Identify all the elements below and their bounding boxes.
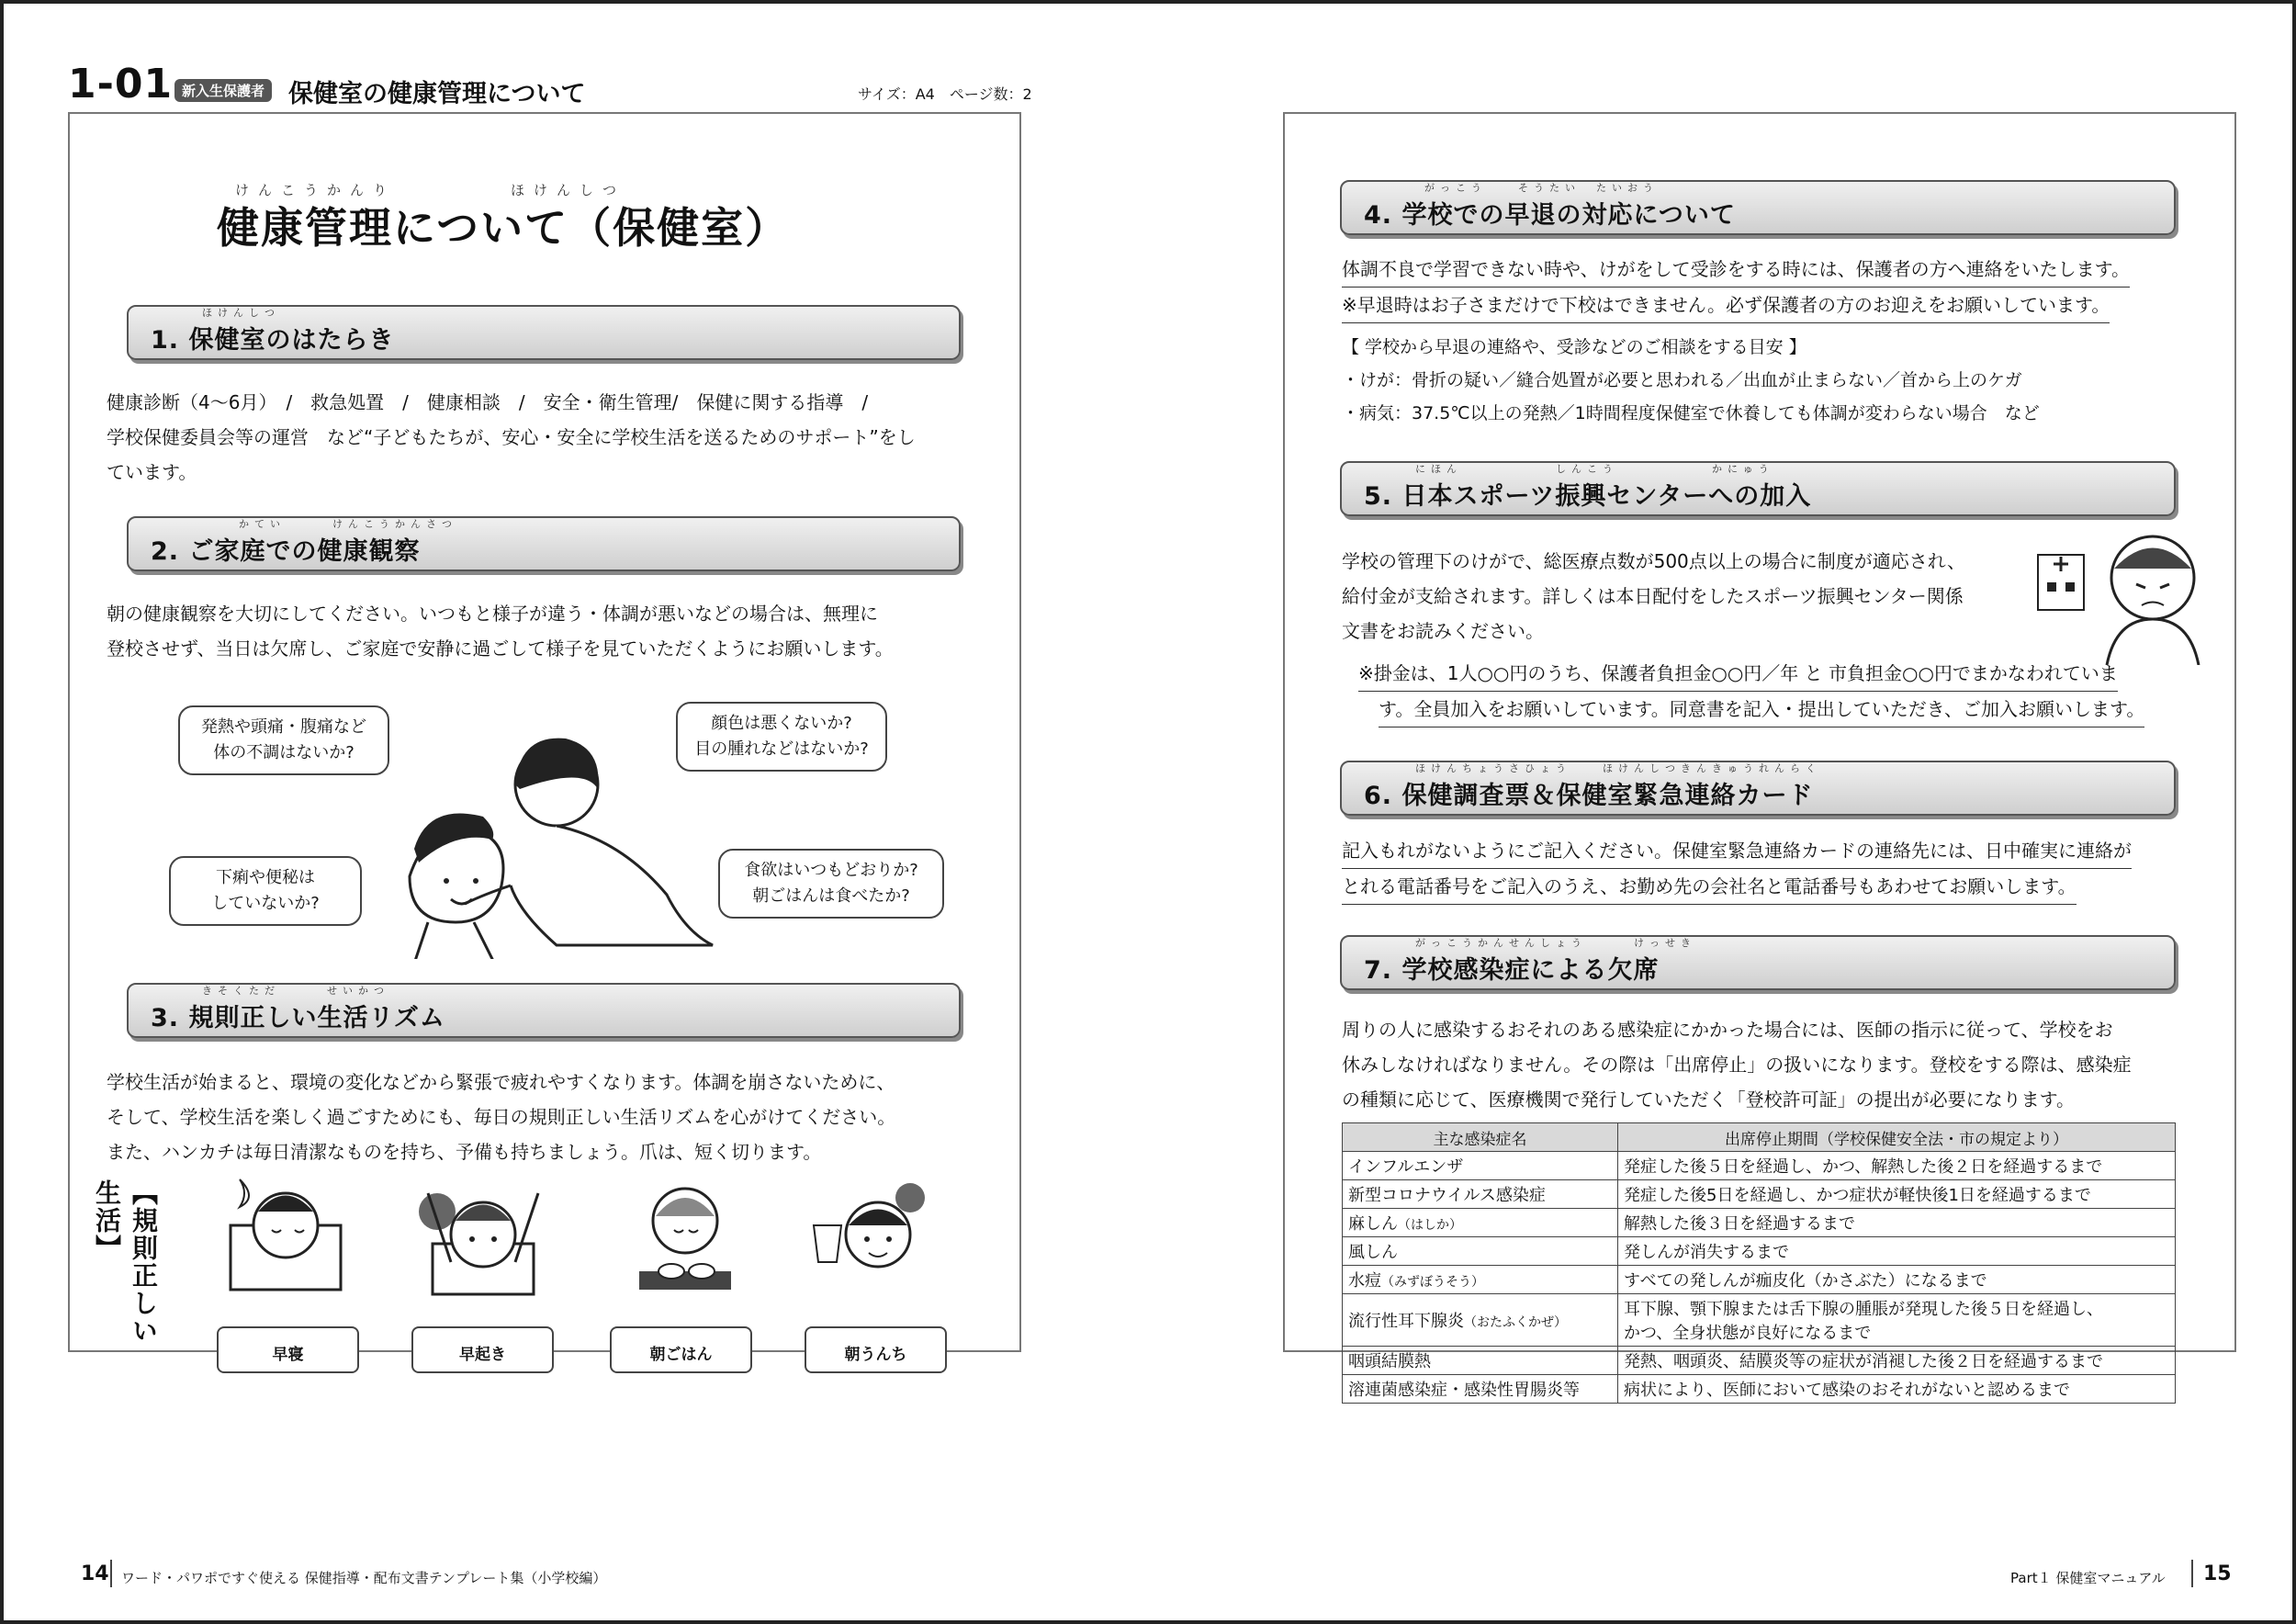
disease-alias: （はしか） — [1398, 1218, 1462, 1233]
waking-child-icon — [414, 1170, 543, 1299]
period-cell: 発症した後５日を経過し、かつ、解熱した後２日を経過するまで — [1618, 1152, 2176, 1180]
disease-cell — [1343, 1347, 1618, 1375]
text-line: 登校させず、当日は欠席し、ご家庭で安静に過ごして様子を見ていただくようにお願いします。 — [107, 637, 894, 660]
guide-title: 【 学校から早退の連絡や、受診などのご相談をする目安 】 — [1342, 337, 1806, 357]
section-5-heading: 5. 日本スポーツ振興センターへの加入 — [1364, 482, 1812, 511]
text-line: の種類に応じて、医療機関で発行していただく「登校許可証」の提出が必要になります。 — [1342, 1088, 2075, 1111]
section-2-text — [107, 596, 988, 666]
bubble-text: 発熱や頭痛・腹痛など 体の不調はないか? — [201, 717, 366, 762]
text-line: 休みしなければなりません。その際は「出席停止」の扱いになります。登校をする際は、感染症 — [1342, 1054, 2132, 1076]
disease-name: インフルエンザ — [1348, 1157, 1464, 1177]
section-6-heading: 6. 保健調査票＆保健室緊急連絡カード — [1364, 782, 1814, 810]
text-line: ています。 — [107, 461, 197, 483]
period-cell: 発熱、咽頭炎、結膜炎等の症状が消褪した後２日を経過するまで — [1618, 1347, 2176, 1375]
disease-alias: （おたふくかぜ） — [1464, 1315, 1567, 1330]
period-cell: 解熱した後３日を経過するまで — [1618, 1209, 2176, 1237]
section-4-ruby: がっこう そうたい たいおう — [1424, 182, 1659, 194]
disease-cell — [1343, 1180, 1618, 1209]
speech-bubble — [718, 849, 944, 919]
period-cell: 発しんが消失するまで — [1618, 1237, 2176, 1266]
section-4-guide — [1342, 331, 2223, 430]
disease-cell — [1343, 1375, 1618, 1404]
section-1-header — [127, 305, 961, 360]
table-row — [1343, 1180, 2176, 1209]
disease-name: 咽頭結膜熱 — [1348, 1352, 1431, 1371]
disease-alias: （みずぼうそう） — [1381, 1275, 1484, 1290]
text-line: ※早退時はお子さまだけで下校はできません。必ず保護者の方のお迎えをお願いしています。 — [1342, 288, 2110, 323]
section-2-ruby: かてい けんこうかんさつ — [239, 518, 457, 530]
routine-item: 朝ごはん — [610, 1326, 752, 1373]
table-row — [1343, 1294, 2176, 1347]
text-line: 周りの人に感染するおそれのある感染症にかかった場合には、医師の指示に従って、学校をお — [1342, 1019, 2113, 1041]
breakfast-child-icon — [621, 1170, 749, 1299]
section-2-header — [127, 516, 961, 571]
disease-name: 溶連菌感染症・感染性胃腸炎等 — [1348, 1381, 1580, 1400]
routine-vertical-label: 【規則正しい生活】 — [92, 1179, 159, 1345]
right-page — [1283, 112, 2236, 1400]
period-cell: 病状により、医師において感染のおそれがないと認めるまで — [1618, 1375, 2176, 1404]
template-title: 保健室の健康管理について — [288, 80, 586, 108]
text-line: 給付金が支給されます。詳しくは本日配付をしたスポーツ振興センター関係 — [1342, 585, 1964, 607]
guide-item: ・けが：骨折の疑い／縫合処置が必要と思われる／出血が止まらない／首から上のケガ — [1342, 370, 2022, 390]
text-line: また、ハンカチは毎日清潔なものを持ち、予備も持ちましょう。爪は、短く切ります。 — [107, 1141, 822, 1163]
footer-divider — [110, 1560, 112, 1587]
table-header: 出席停止期間（学校保健安全法・市の規定より） — [1618, 1123, 2176, 1152]
guide-item: ・病気：37.5℃以上の発熱／1時間程度保健室で休養しても体調が変わらない場合 など — [1342, 403, 2040, 423]
disease-cell — [1343, 1152, 1618, 1180]
section-6-ruby: ほけんちょうさひょう ほけんしつきんきゅうれんらく — [1415, 762, 1821, 774]
text-line: 健康診断（4～6月） / 救急処置 / 健康相談 / 安全・衛生管理/ 保健に関する指導 / — [107, 391, 869, 413]
section-3-ruby: きそくただ せいかつ — [202, 985, 389, 997]
section-3-text — [107, 1065, 1002, 1169]
routine-item: 早寝 — [217, 1326, 359, 1373]
left-page — [68, 112, 1021, 1364]
disease-cell — [1343, 1294, 1618, 1347]
section-5-text — [1342, 544, 2040, 648]
section-4-heading: 4. 学校での早退の対応について — [1364, 201, 1736, 230]
section-6-header — [1340, 761, 2176, 816]
table-row — [1343, 1347, 2176, 1375]
text-line: 体調不良で学習できない時や、けがをして受診をする時には、保護者の方へ連絡をいたします。 — [1342, 252, 2130, 288]
disease-name: 新型コロナウイルス感染症 — [1348, 1186, 1546, 1205]
infection-table — [1342, 1122, 2176, 1404]
section-7-text — [1342, 1012, 2233, 1117]
disease-name: 風しん — [1348, 1243, 1398, 1262]
audience-tag: 新入生保護者 — [174, 79, 272, 102]
disease-cell — [1343, 1209, 1618, 1237]
period-cell: 耳下腺、顎下腺または舌下腺の腫脹が発現した後５日を経過し、 かつ、全身状態が良好になるまで — [1618, 1294, 2176, 1347]
sleeping-child-icon — [221, 1170, 350, 1299]
template-number: 1-01 — [68, 61, 174, 107]
section-3-heading: 3. 規則正しい生活リズム — [151, 1004, 445, 1032]
disease-name: 流行性耳下腺炎 — [1348, 1312, 1464, 1331]
section-5-note — [1358, 656, 2226, 727]
text-line: 学校保健委員会等の運営 など“子どもたちが、安心・安全に学校生活を送るためのサポート”をし — [107, 426, 916, 448]
table-row — [1343, 1375, 2176, 1404]
text-line: 学校の管理下のけがで、総医療点数が500点以上の場合に制度が適応され、 — [1342, 550, 1965, 572]
table-row — [1343, 1237, 2176, 1266]
disease-cell — [1343, 1237, 1618, 1266]
note-line: ※掛金は、1人○○円のうち、保護者負担金○○円／年 と 市負担金○○円でまかなわれていま — [1358, 656, 2118, 692]
disease-cell — [1343, 1266, 1618, 1294]
section-5-header — [1340, 461, 2176, 516]
table-row — [1343, 1266, 2176, 1294]
page-title: 健康管理について（保健室） — [217, 203, 790, 253]
bubble-text: 食欲はいつもどおりか? 朝ごはんは食べたか? — [744, 861, 918, 906]
right-page-number: 15 — [2203, 1562, 2232, 1585]
section-6-text — [1342, 833, 2228, 905]
injured-child-icon — [2033, 527, 2217, 665]
section-5-ruby: にほん しんこう かにゅう — [1415, 463, 1774, 475]
section-7-ruby: がっこうかんせんしょう けっせき — [1415, 937, 1696, 949]
section-2-heading: 2. ご家庭での健康観察 — [151, 537, 421, 566]
footer-divider — [2191, 1560, 2193, 1587]
toilet-child-icon — [805, 1170, 933, 1299]
title-ruby: けんこうかんり ほけんしつ — [235, 182, 626, 198]
speech-bubble — [169, 856, 362, 926]
section-7-heading: 7. 学校感染症による欠席 — [1364, 956, 1660, 985]
disease-name: 麻しん — [1348, 1214, 1398, 1234]
section-7-header — [1340, 935, 2176, 990]
table-row — [1343, 1152, 2176, 1180]
period-cell: すべての発しんが痂皮化（かさぶた）になるまで — [1618, 1266, 2176, 1294]
book-title: ワード・パワポですぐ使える 保健指導・配布文書テンプレート集（小学校編） — [121, 1570, 607, 1586]
routine-item: 朝うんち — [805, 1326, 947, 1373]
text-line: そして、学校生活を楽しく過ごすためにも、毎日の規則正しい生活リズムを心がけてください。 — [107, 1106, 896, 1128]
speech-bubble — [178, 705, 389, 775]
routine-item: 早起き — [411, 1326, 554, 1373]
period-cell: 発症した後5日を経過し、かつ症状が軽快後1日を経過するまで — [1618, 1180, 2176, 1209]
table-header-row — [1343, 1123, 2176, 1152]
section-4-text — [1342, 252, 2223, 323]
bubble-text: 顔色は悪くないか? 目の腫れなどはないか? — [694, 714, 869, 759]
parent-child-illustration — [373, 702, 722, 959]
text-line: 学校生活が始まると、環境の変化などから緊張で疲れやすくなります。体調を崩さないために、 — [107, 1071, 895, 1093]
table-header: 主な感染症名 — [1343, 1123, 1618, 1152]
disease-name: 水痘 — [1348, 1271, 1381, 1291]
table-row — [1343, 1209, 2176, 1237]
section-1-text — [107, 385, 988, 490]
section-4-header — [1340, 180, 2176, 235]
note-line: す。全員加入をお願いしています。同意書を記入・提出していただき、ご加入お願いします。 — [1379, 692, 2144, 727]
bubble-text: 下痢や便秘は していないか? — [211, 868, 320, 913]
text-line: 記入もれがないようにご記入ください。保健室緊急連絡カードの連絡先には、日中確実に連絡が — [1342, 833, 2132, 869]
text-line: 文書をお読みください。 — [1342, 620, 1544, 642]
section-1-ruby: ほけんしつ — [202, 307, 280, 319]
text-line: とれる電話番号をご記入のうえ、お勤め先の会社名と電話番号もあわせてお願いします。 — [1342, 869, 2077, 905]
part-title: Part１ 保健室マニュアル — [2010, 1570, 2166, 1586]
size-info: サイズ：A4 ページ数：2 — [858, 85, 1032, 103]
left-page-number: 14 — [81, 1562, 109, 1585]
section-3-header — [127, 983, 961, 1038]
section-1-heading: 1. 保健室のはたらき — [151, 326, 395, 355]
text-line: 朝の健康観察を大切にしてください。いつもと様子が違う・体調が悪いなどの場合は、無理に — [107, 603, 878, 625]
